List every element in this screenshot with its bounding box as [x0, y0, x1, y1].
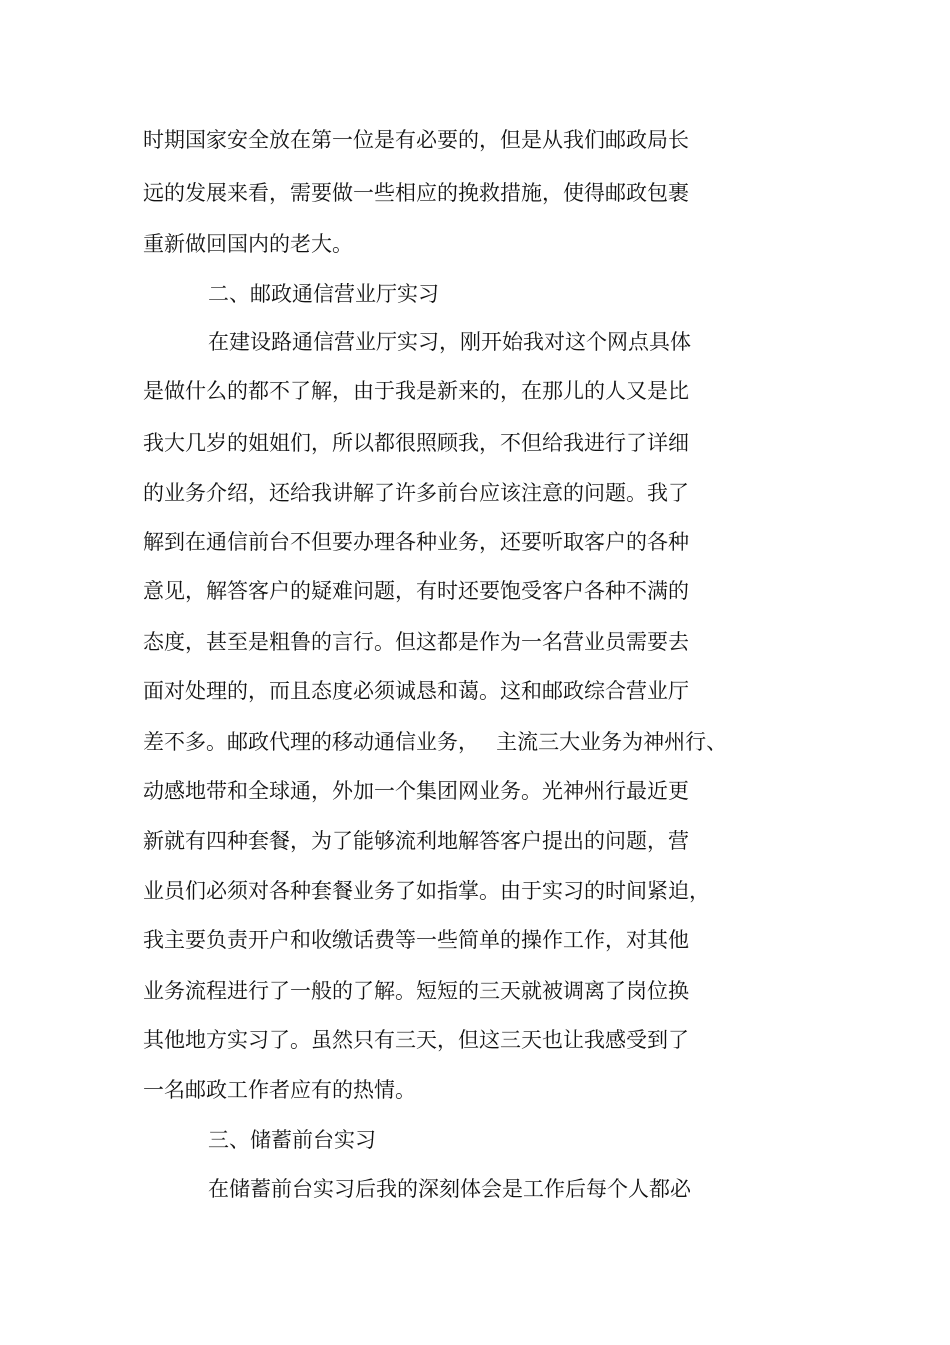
text-line: 新就有四种套餐，为了能够流利地解答客户提出的问题，营: [143, 829, 689, 853]
text-line: 差不多。邮政代理的移动通信业务， 主流三大业务为神州行、: [143, 730, 728, 754]
text-line: 的业务介绍，还给我讲解了许多前台应该注意的问题。我了: [143, 481, 689, 505]
text-line: 意见，解答客户的疑难问题，有时还要饱受客户各种不满的: [143, 579, 689, 603]
text-line: 重新做回国内的老大。: [143, 232, 353, 256]
text-line: 我主要负责开户和收缴话费等一些简单的操作工作，对其他: [143, 928, 689, 952]
section-heading: 二、邮政通信营业厅实习: [208, 282, 439, 306]
text-line: 业务流程进行了一般的了解。短短的三天就被调离了岗位换: [143, 979, 689, 1003]
text-line: 我大几岁的姐姐们，所以都很照顾我，不但给我进行了详细: [143, 431, 689, 455]
text-line: 解到在通信前台不但要办理各种业务，还要听取客户的各种: [143, 530, 689, 554]
text-line: 一名邮政工作者应有的热情。: [143, 1078, 416, 1102]
text-line: 态度，甚至是粗鲁的言行。但这都是作为一名营业员需要去: [143, 630, 689, 654]
text-line: 时期国家安全放在第一位是有必要的，但是从我们邮政局长: [143, 128, 689, 152]
section-heading: 三、储蓄前台实习: [208, 1128, 376, 1152]
text-line: 在储蓄前台实习后我的深刻体会是工作后每个人都必: [208, 1177, 691, 1201]
text-line: 面对处理的，而且态度必须诚恳和蔼。这和邮政综合营业厅: [143, 679, 689, 703]
text-line: 是做什么的都不了解，由于我是新来的，在那儿的人又是比: [143, 379, 689, 403]
text-line: 远的发展来看，需要做一些相应的挽救措施，使得邮政包裹: [143, 181, 689, 205]
text-line: 动感地带和全球通，外加一个集团网业务。光神州行最近更: [143, 779, 689, 803]
text-line: 业员们必须对各种套餐业务了如指掌。由于实习的时间紧迫，: [143, 879, 710, 903]
text-line: 在建设路通信营业厅实习，刚开始我对这个网点具体: [208, 330, 691, 354]
text-line: 其他地方实习了。虽然只有三天，但这三天也让我感受到了: [143, 1028, 689, 1052]
